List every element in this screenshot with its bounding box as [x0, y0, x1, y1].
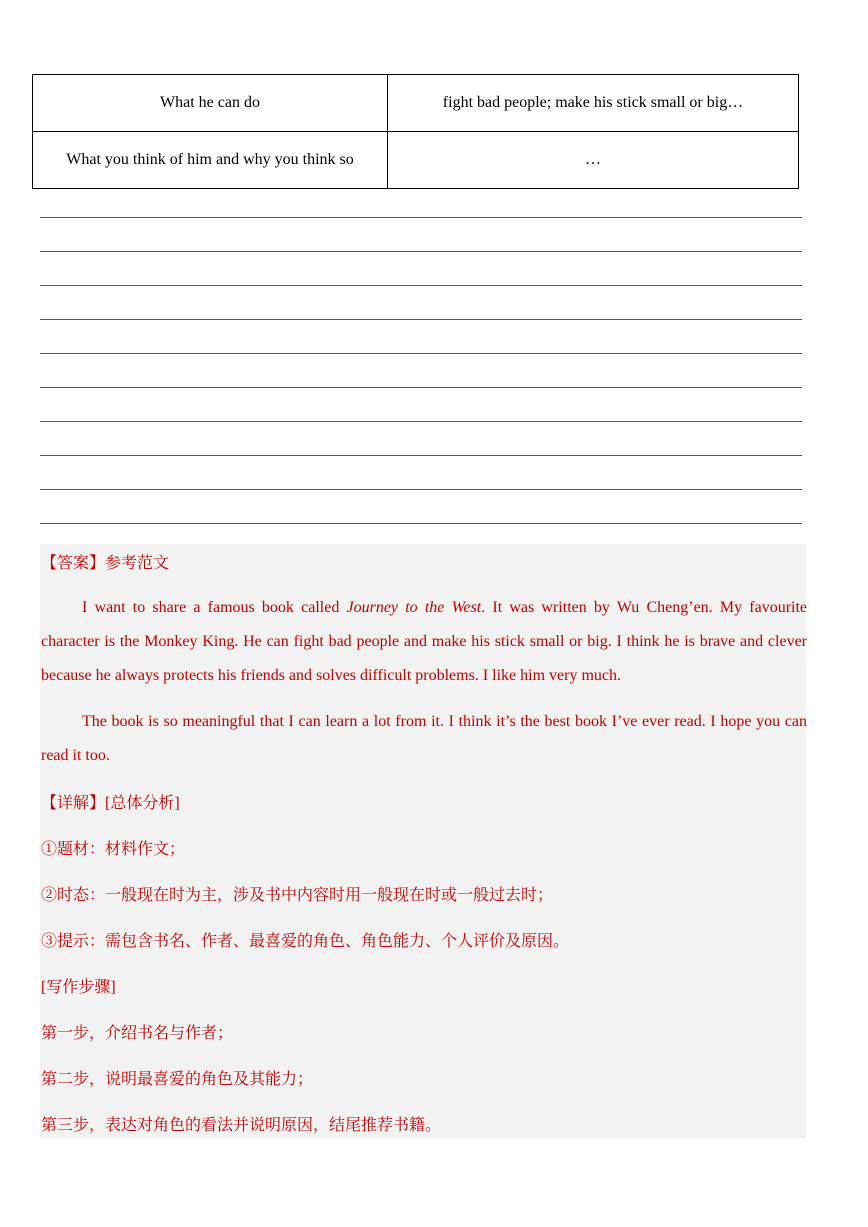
table-cell-label: What you think of him and why you think so — [33, 132, 388, 189]
analysis-point: ③提示：需包含书名、作者、最喜爱的角色、角色能力、个人评价及原因。 — [41, 933, 570, 950]
writing-line[interactable] — [40, 251, 802, 252]
writing-line[interactable] — [40, 421, 802, 422]
table-row — [33, 132, 799, 189]
steps-header: [写作步骤] — [41, 979, 116, 996]
writing-step: 第一步，介绍书名与作者； — [41, 1025, 234, 1042]
writing-line[interactable] — [40, 523, 802, 524]
detail-header: 【详解】[总体分析] — [41, 795, 180, 812]
answer-section — [40, 544, 806, 1138]
sample-paragraph-1 — [41, 591, 807, 693]
analysis-point: ①题材：材料作文； — [41, 841, 186, 858]
table-cell-label: What he can do — [33, 75, 388, 132]
paragraph-text: I want to share a famous book called — [82, 599, 347, 616]
writing-step: 第三步，表达对角色的看法并说明原因，结尾推荐书籍。 — [41, 1117, 442, 1134]
info-table — [32, 74, 799, 189]
sample-paragraph-2: The book is so meaningful that I can learn a lot from it. I think it’s the best book I’ve ever read. I hope you can read it too. — [41, 713, 807, 764]
writing-line[interactable] — [40, 353, 802, 354]
table-cell-value: fight bad people; make his stick small or big… — [388, 75, 799, 132]
paragraph-text: . It was written by Wu Cheng’en. My favourite character is the Monkey King. He can fight bad people and make his stick small or big. I think he is brave and clever because he always protects his friends and solves difficult problems. I like him very much. — [41, 599, 808, 684]
writing-line[interactable] — [40, 217, 802, 218]
answer-header: 【答案】参考范文 — [41, 555, 170, 572]
writing-line[interactable] — [40, 455, 802, 456]
writing-line[interactable] — [40, 489, 802, 490]
book-title: Journey to the West — [346, 599, 482, 616]
analysis-point: ②时态：一般现在时为主，涉及书中内容时用一般现在时或一般过去时； — [41, 887, 554, 904]
writing-line[interactable] — [40, 387, 802, 388]
table-row — [33, 75, 799, 132]
writing-line[interactable] — [40, 285, 802, 286]
table-cell-value: … — [388, 132, 799, 189]
writing-line[interactable] — [40, 319, 802, 320]
writing-lines — [40, 217, 802, 557]
writing-step: 第二步，说明最喜爱的角色及其能力； — [41, 1071, 314, 1088]
